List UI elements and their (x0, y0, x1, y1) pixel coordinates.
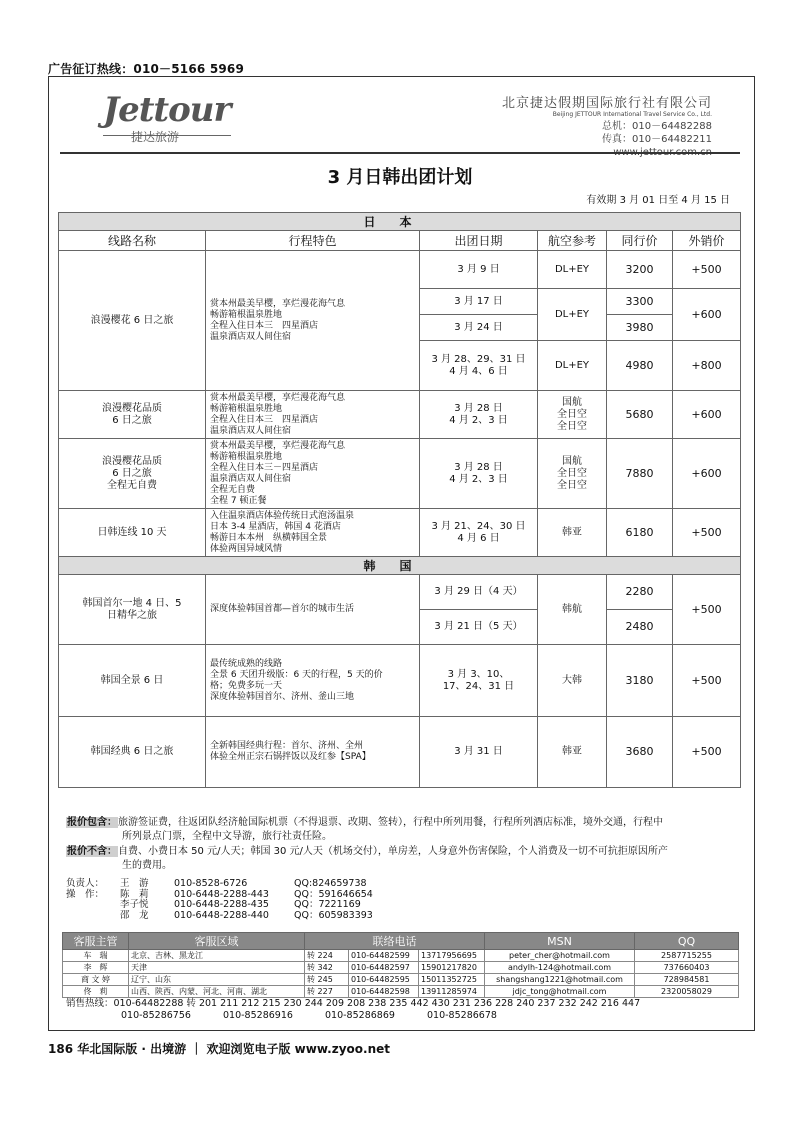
text-line: 3 月 17 日 (454, 295, 503, 307)
service-header-cell: 客服主管 (63, 933, 129, 950)
contact-name: 王 游 (120, 878, 149, 889)
contact-role (66, 900, 120, 911)
text-line: 全新韩国经典行程：首尔、济州、全州 (210, 741, 364, 751)
excludes-text-cont: 生的费用。 (122, 860, 172, 871)
contact-role (66, 911, 120, 922)
text-line: 3 月 28 日 (454, 461, 503, 473)
text-line: 3 月 24 日 (454, 321, 503, 333)
retail-surcharge: +600 (673, 289, 741, 341)
contact-qq: QQ：605983393 (294, 909, 373, 921)
text-line: 4 月 4、6 日 (449, 365, 508, 377)
service-table (62, 932, 739, 998)
logo-text: Jettour (103, 90, 231, 130)
contact-role: 操 作： (66, 888, 105, 900)
price-includes (66, 816, 742, 844)
service-header (63, 933, 739, 950)
text-line: 格；免费多玩一天 (210, 680, 283, 691)
text-line: 体验全州正宗石锅拌饭以及红参【SPA】 (210, 752, 371, 762)
text-line: 17、24、31 日 (442, 680, 515, 692)
text-line: 4 月 6 日 (457, 532, 500, 544)
text-line: 全日空 (557, 420, 587, 432)
text-line: 全程无自费 (107, 479, 157, 491)
table-row (59, 391, 741, 439)
contact-phone: 010-6448-2288-440 (174, 909, 269, 921)
text-line: DL+EY (554, 359, 590, 371)
text-line: 大韩 (562, 674, 582, 686)
section-label: 日本 (59, 213, 741, 231)
contact-name: 李子悦 (120, 899, 149, 910)
contact-row (66, 900, 373, 911)
hotline-numbers (66, 1010, 640, 1022)
includes-text: 旅游签证费，往返团队经济舱国际机票（不得退票、改期、签转），行程中所列用餐，行程所列酒店标准，境外交通，行程中 (118, 817, 663, 828)
svc-manager: 李 辉 (63, 962, 129, 974)
hotline-number: 010-85286869 (325, 1010, 395, 1021)
airline (538, 645, 607, 717)
text-line: 3 月 9 日 (457, 263, 500, 275)
svc-tel: 010-64482595 (349, 974, 419, 986)
departure-date (420, 509, 538, 557)
text-line: 3 月 21、24、30 日 (431, 520, 526, 532)
svc-qq: 2320058029 (635, 986, 739, 998)
airline (538, 289, 607, 341)
hotline-line: 销售热线：010-64482288 转 201 211 212 215 230 244 209 208 238 235 442 430 231 236 228 240 237 232 242 216 447 (66, 998, 641, 1009)
text-line: DL+EY (554, 263, 590, 275)
validity-period: 有效期 3 月 01 日至 4 月 15 日 (586, 195, 730, 206)
retail-surcharge: +800 (673, 341, 741, 391)
text-line: 日本 3-4 星酒店，韩国 4 花酒店 (210, 521, 341, 532)
page-footer: 186 华北国际版 · 出境游 ｜ 欢迎浏览电子版 www.zyoo.net (48, 1042, 390, 1056)
text-line: 入住温泉酒店体验传统日式泡汤温泉 (210, 510, 355, 521)
price-notes (66, 816, 742, 874)
price-excludes (66, 845, 742, 873)
text-line: 赏本州最美早樱，享烂漫花海气息 (210, 440, 346, 451)
contact-phone: 010-6448-2288-443 (174, 888, 269, 900)
contact-name: 邵 龙 (120, 909, 149, 921)
text-line: 韩国经典 6 日之旅 (90, 746, 174, 757)
text-line: 韩航 (562, 603, 582, 615)
table-header (59, 231, 741, 251)
trade-price: 7880 (607, 439, 673, 509)
staff-contacts (66, 879, 373, 921)
svc-region: 山西、陕西、内蒙、河北、河南、湖北 (129, 986, 305, 998)
contact-qq: QQ：591646654 (294, 888, 373, 900)
section-japan (59, 213, 741, 231)
text-line: 赏本州最美早樱，享烂漫花海气息 (210, 298, 346, 309)
departure-date (420, 391, 538, 439)
text-line: 3 月 31 日 (454, 746, 503, 757)
table-row (59, 575, 741, 610)
text-line: 全景 6 天团升级版：6 天的行程，5 天的价 (210, 669, 383, 680)
service-header-cell: 联络电话 (305, 933, 485, 950)
text-line: 韩国全景 6 日 (100, 674, 164, 686)
svc-tel: 010-64482597 (349, 962, 419, 974)
table-row (63, 962, 739, 974)
includes-text-cont: 所列景点门票，全程中文导游，旅行社责任险。 (122, 831, 332, 842)
departure-date (420, 341, 538, 391)
route-name (59, 439, 206, 509)
airline (538, 391, 607, 439)
route-name (59, 509, 206, 557)
trade-price: 4980 (607, 341, 673, 391)
text-line: 韩亚 (562, 746, 582, 757)
svc-region: 北京、吉林、黑龙江 (129, 950, 305, 962)
text-line: 浪漫樱花品质 (102, 455, 162, 467)
departure-date (420, 289, 538, 315)
text-line: 全日空 (557, 479, 587, 491)
section-korea (59, 557, 741, 575)
trade-price: 3180 (607, 645, 673, 717)
contact-qq: QQ:824659738 (294, 878, 367, 889)
text-line: 3 月 29 日（4 天） (434, 586, 523, 597)
text-line: 韩国首尔一地 4 日、5 (82, 597, 182, 609)
logo-subtitle: 捷达旅游 (131, 130, 180, 144)
trade-price: 2480 (607, 610, 673, 645)
includes-label: 报价包含： (67, 817, 117, 828)
company-name-en: Beijing JETTOUR International Travel Service Co., Ltd. (552, 111, 712, 118)
service-header-cell: 客服区域 (129, 933, 305, 950)
header-divider (60, 152, 740, 154)
retail-surcharge: +500 (673, 575, 741, 645)
contact-name: 陈 莉 (120, 888, 149, 900)
svc-ext: 转 224 (305, 950, 349, 962)
text-line: 日精华之旅 (107, 609, 157, 621)
contact-row (66, 879, 373, 890)
text-line: 3 月 21 日（5 天） (434, 621, 523, 632)
text-line: 浪漫樱花 6 日之旅 (90, 314, 174, 326)
text-line: 赏本州最美早樱，享烂漫花海气息 (210, 392, 346, 403)
text-line: 畅游箱根温泉胜地 (210, 309, 283, 320)
contact-role: 负责人： (66, 878, 105, 889)
text-line: 韩亚 (562, 526, 582, 538)
contact-phone: 010-6448-2288-435 (174, 899, 269, 910)
departure-date (420, 610, 538, 645)
contact-qq: QQ：7221169 (294, 899, 361, 910)
tour-schedule-table (58, 212, 741, 788)
text-line: 深度体验韩国首尔、济州、釜山三地 (210, 691, 355, 702)
svc-mobile: 13911285974 (419, 986, 485, 998)
trade-price: 2280 (607, 575, 673, 610)
svc-msn: peter_cher@hotmail.com (485, 950, 635, 962)
text-line: 国航 (562, 396, 582, 408)
svc-tel: 010-64482599 (349, 950, 419, 962)
hotline-number: 010-85286916 (223, 1010, 293, 1021)
trade-price: 6180 (607, 509, 673, 557)
table-row (59, 439, 741, 509)
svc-mobile: 15901217820 (419, 962, 485, 974)
excludes-label: 报价不含： (67, 846, 117, 857)
text-line: 4 月 2、3 日 (449, 414, 508, 426)
header-extra: 外销价 (673, 231, 741, 251)
text-line: 温泉酒店双人间住宿 (210, 425, 292, 436)
table-row (63, 974, 739, 986)
table-row (59, 645, 741, 717)
svc-mobile: 15011352725 (419, 974, 485, 986)
text-line: 6 日之旅 (112, 467, 152, 479)
text-line: 全日空 (557, 408, 587, 420)
retail-surcharge: +500 (673, 251, 741, 289)
route-features (206, 439, 420, 509)
departure-date (420, 251, 538, 289)
route-name (59, 391, 206, 439)
airline (538, 509, 607, 557)
departure-date (420, 645, 538, 717)
company-website[interactable]: www.jettour.com.cn (613, 147, 712, 158)
text-line: 3 月 28 日 (454, 402, 503, 414)
table-row (59, 509, 741, 557)
header-feature: 行程特色 (206, 231, 420, 251)
ad-hotline: 广告征订热线：010－5166 5969 (48, 62, 245, 76)
contact-row (66, 911, 373, 922)
svc-manager: 商 文 婷 (63, 974, 129, 986)
text-line: 深度体验韩国首都—首尔的城市生活 (210, 604, 355, 614)
svc-ext: 转 227 (305, 986, 349, 998)
excludes-text: 自费、小费日本 50 元/人天；韩国 30 元/人天（机场交付），单房差，人身意外伤害保险，个人消费及一切不可抗拒原因所产 (118, 846, 668, 857)
svc-qq: 737660403 (635, 962, 739, 974)
text-line: DL+EY (554, 308, 590, 320)
page-title: 3 月日韩出团计划 (327, 167, 473, 188)
svc-manager: 车 瑞 (63, 950, 129, 962)
text-line: 浪漫樱花品质 (102, 402, 162, 414)
route-name (59, 645, 206, 717)
route-features (206, 575, 420, 645)
airline (538, 341, 607, 391)
route-name (59, 251, 206, 391)
svc-msn: andylh-124@hotmail.com (485, 962, 635, 974)
service-header-cell: MSN (485, 933, 635, 950)
departure-date (420, 439, 538, 509)
text-line: 6 日之旅 (112, 414, 152, 426)
trade-price: 3980 (607, 315, 673, 341)
svc-region: 天津 (129, 962, 305, 974)
airline (538, 251, 607, 289)
company-info (502, 92, 712, 159)
svc-ext: 转 245 (305, 974, 349, 986)
route-features (206, 391, 420, 439)
retail-surcharge: +600 (673, 391, 741, 439)
jettour-logo (103, 90, 231, 144)
service-header-cell: QQ (635, 933, 739, 950)
text-line: 日韩连线 10 天 (97, 526, 167, 538)
section-label: 韩国 (59, 557, 741, 575)
svc-msn: shangshang1221@hotmail.com (485, 974, 635, 986)
trade-price: 3200 (607, 251, 673, 289)
airline (538, 575, 607, 645)
svc-tel: 010-64482598 (349, 986, 419, 998)
header-route: 线路名称 (59, 231, 206, 251)
table-row (59, 251, 741, 289)
text-line: 温泉酒店双人间住宿 (210, 331, 292, 342)
text-line: 全程入住日本三－四星酒店 (210, 462, 319, 473)
text-line: 全程 7 顿正餐 (210, 495, 267, 506)
svc-ext: 转 342 (305, 962, 349, 974)
departure-date (420, 717, 538, 788)
departure-date (420, 315, 538, 341)
airline (538, 439, 607, 509)
text-line: 3 月 28、29、31 日 (431, 353, 526, 365)
route-name (59, 575, 206, 645)
text-line: 全程入住日本三 四星酒店 (210, 414, 319, 425)
table-row (59, 717, 741, 788)
svc-qq: 728984581 (635, 974, 739, 986)
sales-hotline (66, 998, 640, 1022)
header-air: 航空参考 (538, 231, 607, 251)
company-phone: 总机：010－64482288 (602, 121, 712, 132)
text-line: 3 月 3、10、 (447, 668, 510, 680)
contact-phone: 010-8528-6726 (174, 878, 248, 889)
airline (538, 717, 607, 788)
route-features (206, 509, 420, 557)
retail-surcharge: +500 (673, 645, 741, 717)
trade-price: 3300 (607, 289, 673, 315)
text-line: 全程无自费 (210, 484, 256, 495)
route-features (206, 251, 420, 391)
company-name: 北京捷达假期国际旅行社有限公司 (501, 96, 712, 111)
table-row (63, 950, 739, 962)
hotline-number: 010-85286756 (121, 1010, 191, 1021)
svc-qq: 2587715255 (635, 950, 739, 962)
trade-price: 5680 (607, 391, 673, 439)
trade-price: 3680 (607, 717, 673, 788)
retail-surcharge: +500 (673, 717, 741, 788)
route-features (206, 645, 420, 717)
company-fax: 传真：010－64482211 (602, 134, 712, 145)
text-line: 温泉酒店双人间住宿 (210, 473, 292, 484)
text-line: 体验两国异域风情 (210, 543, 283, 554)
header-price: 同行价 (607, 231, 673, 251)
text-line: 畅游日本本州 纵横韩国全景 (210, 532, 328, 543)
route-features (206, 717, 420, 788)
text-line: 最传统成熟的线路 (210, 658, 283, 669)
route-name (59, 717, 206, 788)
svc-msn: jdjc_tong@hotmail.com (485, 986, 635, 998)
text-line: 全日空 (557, 467, 587, 479)
table-row (63, 986, 739, 998)
retail-surcharge: +500 (673, 509, 741, 557)
svc-manager: 佟 莉 (63, 986, 129, 998)
svc-region: 辽宁、山东 (129, 974, 305, 986)
text-line: 畅游箱根温泉胜地 (210, 451, 283, 462)
text-line: 全程入住日本三 四星酒店 (210, 320, 319, 331)
header-date: 出团日期 (420, 231, 538, 251)
svc-mobile: 13717956695 (419, 950, 485, 962)
departure-date (420, 575, 538, 610)
text-line: 国航 (562, 455, 582, 467)
text-line: 4 月 2、3 日 (449, 473, 508, 485)
text-line: 畅游箱根温泉胜地 (210, 403, 283, 414)
hotline-number: 010-85286678 (427, 1010, 497, 1021)
retail-surcharge: +600 (673, 439, 741, 509)
